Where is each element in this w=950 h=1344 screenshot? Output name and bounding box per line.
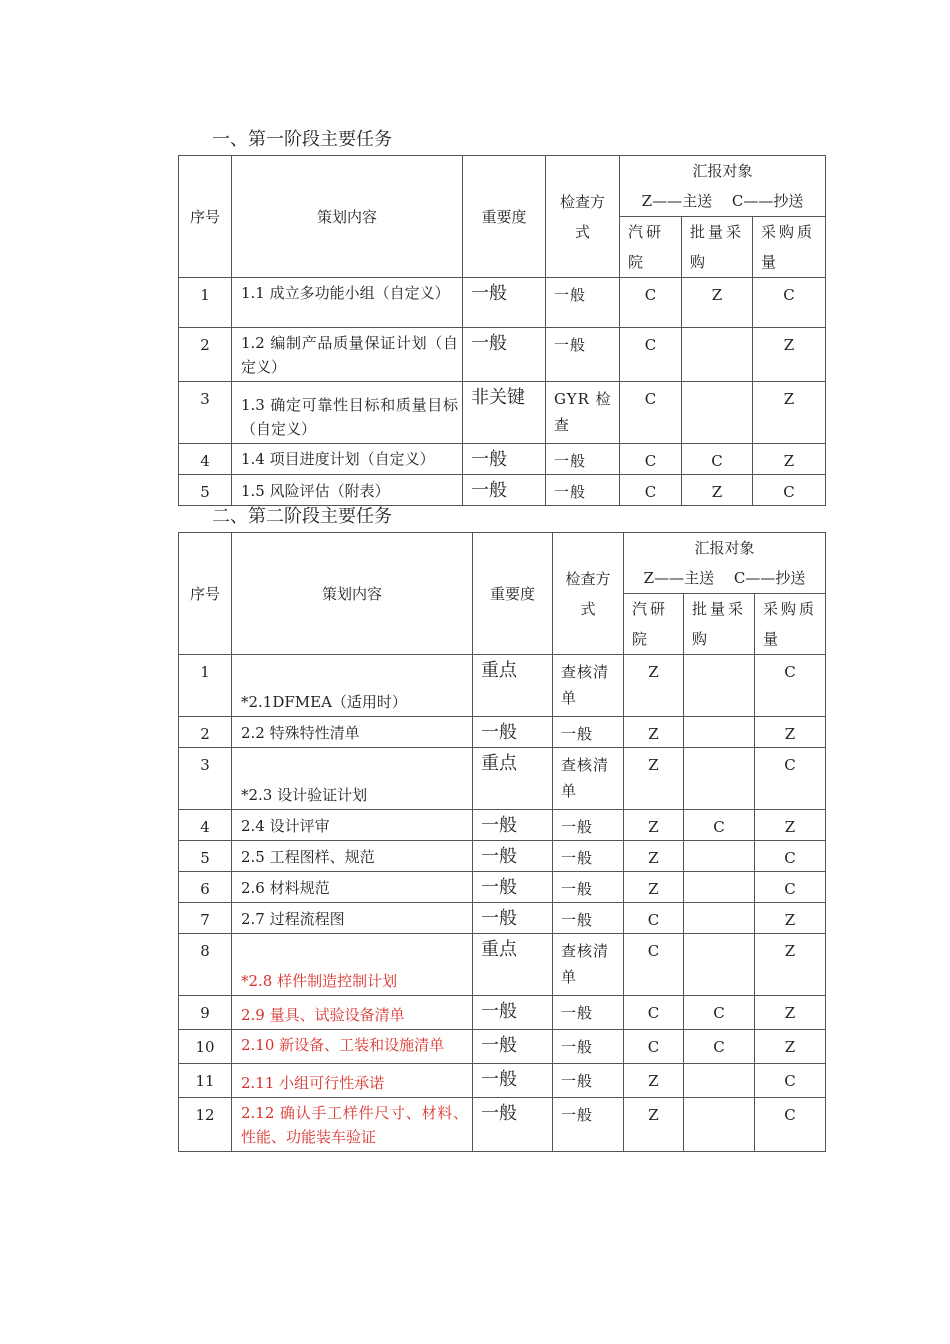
- row-seq: 3: [179, 748, 232, 810]
- row-check: 一般: [553, 1064, 624, 1098]
- row-mark-c: Z: [753, 328, 826, 382]
- row-mark-b: [684, 748, 755, 810]
- row-mark-b: Z: [682, 475, 753, 506]
- row-importance: 一般: [463, 475, 546, 506]
- row-seq: 5: [179, 475, 232, 506]
- header-report-title: 汇报对象: [692, 162, 753, 180]
- row-importance: 一般: [473, 1030, 553, 1064]
- row-mark-b: [684, 655, 755, 717]
- row-mark-b: [682, 382, 753, 444]
- row-content: 1.2 编制产品质量保证计划（自定义）: [232, 328, 463, 382]
- row-content: 1.4 项目进度计划（自定义）: [232, 444, 463, 475]
- row-check: 一般: [553, 996, 624, 1030]
- row-mark-a: C: [624, 903, 684, 934]
- row-importance: 一般: [473, 1064, 553, 1098]
- row-content: 2.2 特殊特性清单: [232, 717, 473, 748]
- header-report: [624, 533, 826, 594]
- row-importance: 一般: [473, 810, 553, 841]
- row-content: *2.3 设计验证计划: [232, 748, 473, 810]
- row-mark-b: [684, 1098, 755, 1152]
- header-col-b: 批量采购: [682, 217, 753, 278]
- header-report-legend: Z——主送 C——抄送: [643, 569, 806, 587]
- table-row: [179, 1098, 826, 1152]
- row-content: 1.3 确定可靠性目标和质量目标（自定义）: [232, 382, 463, 444]
- row-mark-b: [682, 328, 753, 382]
- section1-title: 一、第一阶段主要任务: [212, 129, 392, 150]
- header-col-c: 采购质量: [755, 594, 826, 655]
- row-check: 一般: [553, 1030, 624, 1064]
- row-mark-b: [684, 903, 755, 934]
- row-content: 1.1 成立多功能小组（自定义）: [232, 278, 463, 328]
- row-seq: 12: [179, 1098, 232, 1152]
- row-content: 2.7 过程流程图: [232, 903, 473, 934]
- row-content: 2.6 材料规范: [232, 872, 473, 903]
- row-check: 一般: [553, 717, 624, 748]
- row-seq: 8: [179, 934, 232, 996]
- row-check: 一般: [546, 328, 620, 382]
- table-row: [179, 278, 826, 328]
- row-mark-a: Z: [624, 655, 684, 717]
- row-seq: 3: [179, 382, 232, 444]
- row-seq: 9: [179, 996, 232, 1030]
- row-check: 一般: [553, 872, 624, 903]
- row-content: 2.10 新设备、工装和设施清单: [232, 1030, 473, 1064]
- table-row: [179, 1030, 826, 1064]
- row-content: 2.11 小组可行性承诺: [232, 1064, 473, 1098]
- stage2-table: [178, 532, 826, 1152]
- row-check: 查核清单: [553, 748, 624, 810]
- row-mark-a: C: [620, 382, 682, 444]
- row-mark-c: C: [755, 841, 826, 872]
- header-col-c: 采购质量: [753, 217, 826, 278]
- row-importance: 重点: [473, 748, 553, 810]
- row-content: 2.9 量具、试验设备清单: [232, 996, 473, 1030]
- row-seq: 5: [179, 841, 232, 872]
- row-check: 一般: [546, 475, 620, 506]
- header-col-a: 汽研院: [620, 217, 682, 278]
- row-seq: 1: [179, 655, 232, 717]
- table-row: [179, 841, 826, 872]
- row-mark-a: C: [624, 996, 684, 1030]
- row-mark-c: C: [755, 872, 826, 903]
- row-mark-a: C: [620, 328, 682, 382]
- table-row: [179, 328, 826, 382]
- table-row: [179, 475, 826, 506]
- row-mark-c: Z: [755, 903, 826, 934]
- row-seq: 4: [179, 810, 232, 841]
- table-row: [179, 444, 826, 475]
- row-seq: 10: [179, 1030, 232, 1064]
- header-report-title: 汇报对象: [694, 539, 755, 557]
- row-mark-a: C: [620, 444, 682, 475]
- row-mark-c: Z: [755, 934, 826, 996]
- row-mark-b: C: [684, 810, 755, 841]
- row-seq: 2: [179, 717, 232, 748]
- row-check: GYR 检查: [546, 382, 620, 444]
- header-check: 检查方式: [553, 533, 624, 655]
- row-mark-a: C: [624, 934, 684, 996]
- table-row: [179, 934, 826, 996]
- row-mark-c: Z: [755, 1030, 826, 1064]
- row-mark-b: [684, 717, 755, 748]
- row-importance: 一般: [473, 996, 553, 1030]
- row-importance: 一般: [473, 903, 553, 934]
- row-importance: 一般: [463, 328, 546, 382]
- header-importance: 重要度: [463, 156, 546, 278]
- row-content: 2.4 设计评审: [232, 810, 473, 841]
- row-check: 一般: [553, 810, 624, 841]
- row-importance: 重点: [473, 934, 553, 996]
- header-importance: 重要度: [473, 533, 553, 655]
- row-mark-c: Z: [755, 996, 826, 1030]
- row-importance: 非关键: [463, 382, 546, 444]
- row-mark-a: Z: [624, 841, 684, 872]
- table-row: [179, 903, 826, 934]
- row-importance: 一般: [473, 872, 553, 903]
- header-check: 检查方式: [546, 156, 620, 278]
- row-check: 一般: [553, 903, 624, 934]
- row-content: 2.12 确认手工样件尺寸、材料、性能、功能装车验证: [232, 1098, 473, 1152]
- table-row: [179, 872, 826, 903]
- row-check: 一般: [553, 1098, 624, 1152]
- table-row: [179, 655, 826, 717]
- table-row: [179, 1064, 826, 1098]
- row-mark-b: Z: [682, 278, 753, 328]
- row-importance: 一般: [473, 841, 553, 872]
- row-seq: 4: [179, 444, 232, 475]
- row-mark-c: C: [753, 475, 826, 506]
- row-importance: 一般: [473, 1098, 553, 1152]
- header-report: [620, 156, 826, 217]
- table-row: [179, 748, 826, 810]
- header-col-a: 汽研院: [624, 594, 684, 655]
- row-content: 1.5 风险评估（附表）: [232, 475, 463, 506]
- row-mark-a: Z: [624, 1098, 684, 1152]
- row-mark-a: C: [624, 1030, 684, 1064]
- row-mark-c: C: [755, 1098, 826, 1152]
- row-seq: 7: [179, 903, 232, 934]
- row-mark-b: [684, 841, 755, 872]
- row-seq: 2: [179, 328, 232, 382]
- row-mark-a: Z: [624, 748, 684, 810]
- row-mark-c: C: [755, 655, 826, 717]
- row-seq: 1: [179, 278, 232, 328]
- table-row: [179, 382, 826, 444]
- row-content: 2.5 工程图样、规范: [232, 841, 473, 872]
- row-mark-c: Z: [753, 444, 826, 475]
- section2-title: 二、第二阶段主要任务: [212, 506, 392, 527]
- row-seq: 6: [179, 872, 232, 903]
- row-mark-b: [684, 934, 755, 996]
- row-importance: 一般: [463, 278, 546, 328]
- row-importance: 重点: [473, 655, 553, 717]
- table-row: [179, 996, 826, 1030]
- row-mark-c: C: [753, 278, 826, 328]
- table-row: [179, 717, 826, 748]
- header-content: 策划内容: [232, 156, 463, 278]
- header-seq: 序号: [179, 156, 232, 278]
- row-mark-a: Z: [624, 1064, 684, 1098]
- row-mark-a: Z: [624, 872, 684, 903]
- row-mark-b: C: [682, 444, 753, 475]
- row-check: 一般: [553, 841, 624, 872]
- row-content: *2.1DFMEA（适用时）: [232, 655, 473, 717]
- row-mark-a: Z: [624, 717, 684, 748]
- header-seq: 序号: [179, 533, 232, 655]
- table-row: [179, 810, 826, 841]
- header-report-legend: Z——主送 C——抄送: [641, 192, 804, 210]
- row-mark-b: C: [684, 996, 755, 1030]
- row-seq: 11: [179, 1064, 232, 1098]
- row-mark-b: [684, 1064, 755, 1098]
- row-mark-a: C: [620, 278, 682, 328]
- row-importance: 一般: [473, 717, 553, 748]
- row-check: 一般: [546, 278, 620, 328]
- row-mark-b: [684, 872, 755, 903]
- row-mark-c: Z: [755, 810, 826, 841]
- row-mark-a: Z: [624, 810, 684, 841]
- header-content: 策划内容: [232, 533, 473, 655]
- header-col-b: 批量采购: [684, 594, 755, 655]
- row-mark-c: Z: [753, 382, 826, 444]
- row-mark-c: Z: [755, 717, 826, 748]
- row-mark-c: C: [755, 748, 826, 810]
- row-check: 一般: [546, 444, 620, 475]
- row-check: 查核清单: [553, 934, 624, 996]
- row-importance: 一般: [463, 444, 546, 475]
- row-content: *2.8 样件制造控制计划: [232, 934, 473, 996]
- stage1-table: [178, 155, 826, 506]
- row-mark-b: C: [684, 1030, 755, 1064]
- row-mark-a: C: [620, 475, 682, 506]
- row-mark-c: C: [755, 1064, 826, 1098]
- row-check: 查核清单: [553, 655, 624, 717]
